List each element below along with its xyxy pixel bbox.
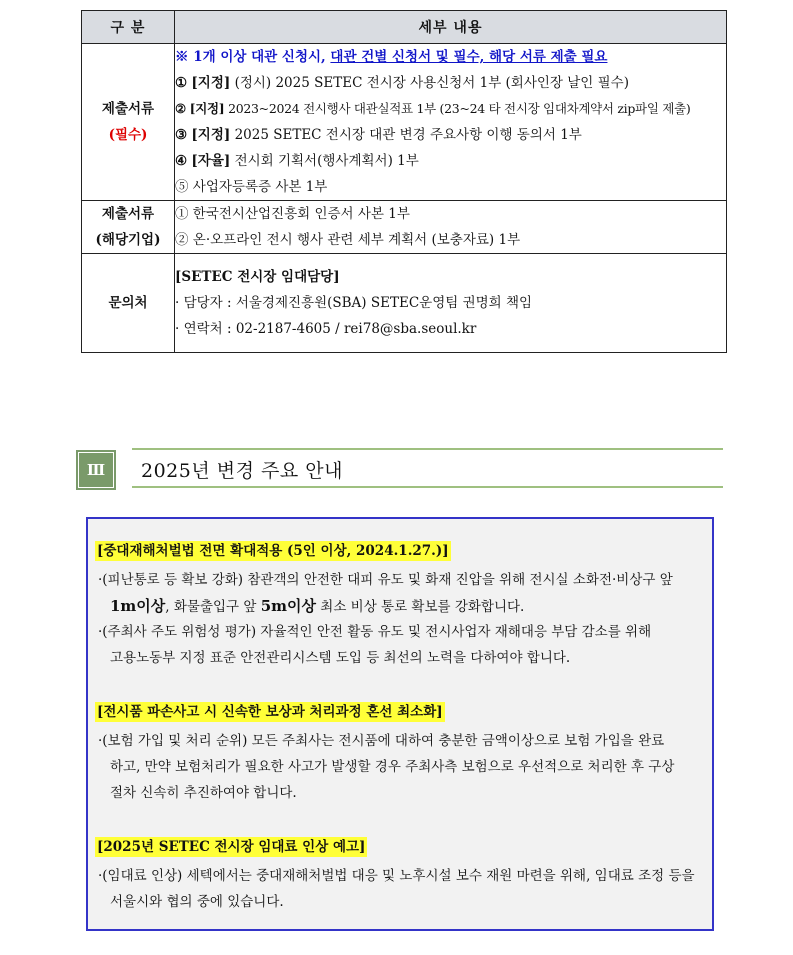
- row-content: [175, 44, 727, 201]
- contact-info: · 연락처 : 02-2187-4605 / rei78@sba.seoul.kr: [175, 321, 477, 337]
- notice-panel: [86, 517, 714, 931]
- doc-item: ② 온·오프라인 전시 행사 관련 세부 계획서 (보충자료) 1부: [175, 232, 521, 248]
- doc-item: ⑤ 사업자등록증 사본 1부: [175, 179, 328, 195]
- panel-text: ·(임대료 인상) 세텍에서는 중대재해처벌법 대응 및 노후시설 보수 재원 마련을 위해, 임대료 조정 등을: [98, 868, 695, 884]
- section-title: 2025년 변경 주요 안내: [132, 448, 723, 488]
- notice-line: ※ 1개 이상 대관 신청시, 대관 건별 신청서 및 필수, 해당 서류 제출 필요: [175, 49, 608, 65]
- row-content: [175, 201, 727, 254]
- doc-item: ② [지정] 2023~2024 전시행사 대관실적표 1부 (23~24 타 전시장 임대차계약서 zip파일 제출): [175, 101, 691, 116]
- doc-item: ① 한국전시산업진흥회 인증서 사본 1부: [175, 206, 410, 222]
- row-optional-docs: [82, 201, 727, 254]
- contact-person: · 담당자 : 서울경제진흥원(SBA) SETEC운영팀 권명희 책임: [175, 295, 533, 311]
- table-header-row: [82, 11, 727, 44]
- panel-text: 절차 신속히 추진하여야 합니다.: [110, 785, 297, 801]
- panel-heading: [2025년 SETEC 전시장 임대료 인상 예고]: [97, 839, 366, 855]
- doc-item: ① [지정] (정시) 2025 SETEC 전시장 사용신청서 1부 (회사인장 날인 필수): [175, 75, 629, 91]
- panel-heading: [중대재해처벌법 전면 확대적용 (5인 이상, 2024.1.27.)]: [97, 543, 449, 559]
- header-category: 구 분: [82, 11, 175, 44]
- doc-item: ③ [지정] 2025 SETEC 전시장 대관 변경 주요사항 이행 동의서 1부: [175, 127, 582, 143]
- submission-table: [81, 10, 727, 353]
- panel-text: 고용노동부 지정 표준 안전관리시스템 도입 등 최선의 노력을 다하여야 합니다.: [110, 650, 571, 666]
- row-required-docs: [82, 44, 727, 201]
- required-mark: (필수): [108, 127, 148, 143]
- panel-text: 1m이상, 화물출입구 앞 5m이상 최소 비상 통로 확보를 강화합니다.: [110, 597, 525, 615]
- panel-text: ·(피난통로 등 확보 강화) 참관객의 안전한 대피 유도 및 화재 진압을 위해 전시실 소화전·비상구 앞: [98, 572, 673, 588]
- panel-heading: [전시품 파손사고 시 신속한 보상과 처리과정 혼선 최소화]: [97, 704, 443, 720]
- panel-text: ·(보험 가입 및 처리 순위) 모든 주최사는 전시품에 대하여 충분한 금액이상으로 보험 가입을 완료: [98, 733, 665, 749]
- panel-text: 하고, 만약 보험처리가 필요한 사고가 발생할 경우 주최사측 보험으로 우선적으로 처리한 후 구상: [110, 759, 675, 775]
- row-contact: [82, 254, 727, 353]
- row-label: 제출서류 (필수): [82, 44, 175, 201]
- row-label: 문의처: [82, 254, 175, 353]
- header-detail: 세부 내용: [175, 11, 727, 44]
- panel-text: ·(주최사 주도 위험성 평가) 자율적인 안전 활동 유도 및 전시사업자 재해대응 부담 감소를 위해: [98, 624, 652, 640]
- panel-text: 서울시와 협의 중에 있습니다.: [110, 894, 284, 910]
- doc-item: ④ [자율] 전시회 기획서(행사계획서) 1부: [175, 153, 419, 169]
- row-label: 제출서류 (해당기업): [82, 201, 175, 254]
- contact-title: [SETEC 전시장 임대담당]: [175, 269, 340, 285]
- section-number: Ⅲ: [76, 450, 116, 490]
- row-content: [175, 254, 727, 353]
